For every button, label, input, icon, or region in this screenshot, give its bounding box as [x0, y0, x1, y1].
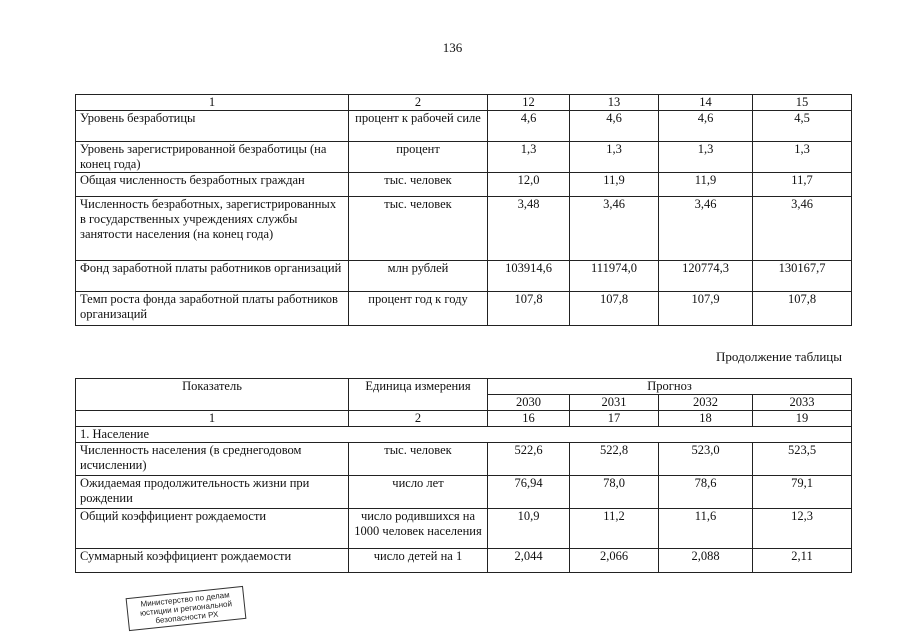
indicator-cell: Численность населения (в среднегодовом исчислении)	[76, 443, 349, 476]
value-cell: 107,9	[659, 292, 753, 326]
unit-cell: процент к рабочей силе	[349, 111, 488, 142]
value-cell: 79,1	[753, 476, 852, 509]
labor-table-body	[76, 95, 852, 326]
value-cell: 1,3	[570, 142, 659, 173]
value-cell: 10,9	[488, 509, 570, 549]
year-cell: 2033	[753, 395, 852, 411]
value-cell: 4,6	[570, 111, 659, 142]
number-cell: 19	[753, 411, 852, 427]
value-cell: 2,11	[753, 549, 852, 573]
value-cell: 1,3	[753, 142, 852, 173]
value-cell: 11,6	[659, 509, 753, 549]
indicator-cell: Фонд заработной платы работников организаций	[76, 261, 349, 292]
population-table-numbers-row	[76, 411, 852, 427]
indicator-cell: Уровень зарегистрированной безработицы (на конец года)	[76, 142, 349, 173]
labor-table-header-row	[76, 95, 852, 111]
value-cell: 107,8	[570, 292, 659, 326]
value-cell: 522,6	[488, 443, 570, 476]
indicator-cell: Общая численность безработных граждан	[76, 173, 349, 197]
value-cell: 103914,6	[488, 261, 570, 292]
header-cell: 14	[659, 95, 753, 111]
value-cell: 4,5	[753, 111, 852, 142]
year-cell: 2031	[570, 395, 659, 411]
continuation-caption: Продолжение таблицы	[716, 349, 842, 364]
indicator-cell: Ожидаемая продолжительность жизни при рождении	[76, 476, 349, 509]
value-cell: 4,6	[488, 111, 570, 142]
stamp-text: Министерство по делам юстиции и региональной безопасности РХ	[139, 590, 233, 626]
table-row	[76, 142, 852, 173]
table-row	[76, 476, 852, 509]
population-table-body	[76, 379, 852, 573]
unit-cell: процент	[349, 142, 488, 173]
unit-cell: тыс. человек	[349, 173, 488, 197]
value-cell: 11,2	[570, 509, 659, 549]
indicator-cell: Численность безработных, зарегистрированных в государственных учреждениях службы занятости населения (на конец года)	[76, 197, 349, 261]
number-cell: 1	[76, 411, 349, 427]
table-row	[76, 173, 852, 197]
table-row	[76, 509, 852, 549]
header-cell: 15	[753, 95, 852, 111]
number-cell: 18	[659, 411, 753, 427]
unit-cell: число детей на 1	[349, 549, 488, 573]
number-cell: 2	[349, 411, 488, 427]
table-row	[76, 292, 852, 326]
header-cell: 13	[570, 95, 659, 111]
population-table	[75, 378, 852, 573]
value-cell: 12,3	[753, 509, 852, 549]
value-cell: 2,088	[659, 549, 753, 573]
value-cell: 130167,7	[753, 261, 852, 292]
unit-cell: тыс. человек	[349, 443, 488, 476]
value-cell: 76,94	[488, 476, 570, 509]
value-cell: 120774,3	[659, 261, 753, 292]
unit-cell: число лет	[349, 476, 488, 509]
indicator-cell: Уровень безработицы	[76, 111, 349, 142]
value-cell: 107,8	[753, 292, 852, 326]
value-cell: 111974,0	[570, 261, 659, 292]
value-cell: 11,7	[753, 173, 852, 197]
unit-header: Единица измерения	[349, 379, 488, 411]
value-cell: 523,0	[659, 443, 753, 476]
value-cell: 3,46	[753, 197, 852, 261]
section-row	[76, 427, 852, 443]
year-cell: 2030	[488, 395, 570, 411]
indicator-header: Показатель	[76, 379, 349, 411]
value-cell: 1,3	[488, 142, 570, 173]
number-cell: 16	[488, 411, 570, 427]
section-title: 1. Население	[76, 427, 852, 443]
header-cell: 1	[76, 95, 349, 111]
table-row	[76, 549, 852, 573]
header-cell: 2	[349, 95, 488, 111]
value-cell: 2,044	[488, 549, 570, 573]
labor-table	[75, 94, 852, 326]
indicator-cell: Суммарный коэффициент рождаемости	[76, 549, 349, 573]
value-cell: 4,6	[659, 111, 753, 142]
number-cell: 17	[570, 411, 659, 427]
year-cell: 2032	[659, 395, 753, 411]
unit-cell: процент год к году	[349, 292, 488, 326]
table-row	[76, 111, 852, 142]
table-row	[76, 443, 852, 476]
value-cell: 1,3	[659, 142, 753, 173]
value-cell: 78,0	[570, 476, 659, 509]
value-cell: 2,066	[570, 549, 659, 573]
unit-cell: тыс. человек	[349, 197, 488, 261]
value-cell: 3,46	[570, 197, 659, 261]
value-cell: 12,0	[488, 173, 570, 197]
value-cell: 11,9	[659, 173, 753, 197]
value-cell: 11,9	[570, 173, 659, 197]
indicator-cell: Общий коэффициент рождаемости	[76, 509, 349, 549]
page-number: 136	[442, 40, 463, 55]
value-cell: 523,5	[753, 443, 852, 476]
table-row	[76, 197, 852, 261]
table-row	[76, 261, 852, 292]
population-table-head-row	[76, 379, 852, 395]
value-cell: 522,8	[570, 443, 659, 476]
unit-cell: млн рублей	[349, 261, 488, 292]
value-cell: 3,46	[659, 197, 753, 261]
value-cell: 78,6	[659, 476, 753, 509]
unit-cell: число родившихся на 1000 человек населения	[349, 509, 488, 549]
value-cell: 107,8	[488, 292, 570, 326]
ministry-stamp	[126, 586, 247, 631]
header-cell: 12	[488, 95, 570, 111]
forecast-header: Прогноз	[488, 379, 852, 395]
value-cell: 3,48	[488, 197, 570, 261]
indicator-cell: Темп роста фонда заработной платы работников организаций	[76, 292, 349, 326]
